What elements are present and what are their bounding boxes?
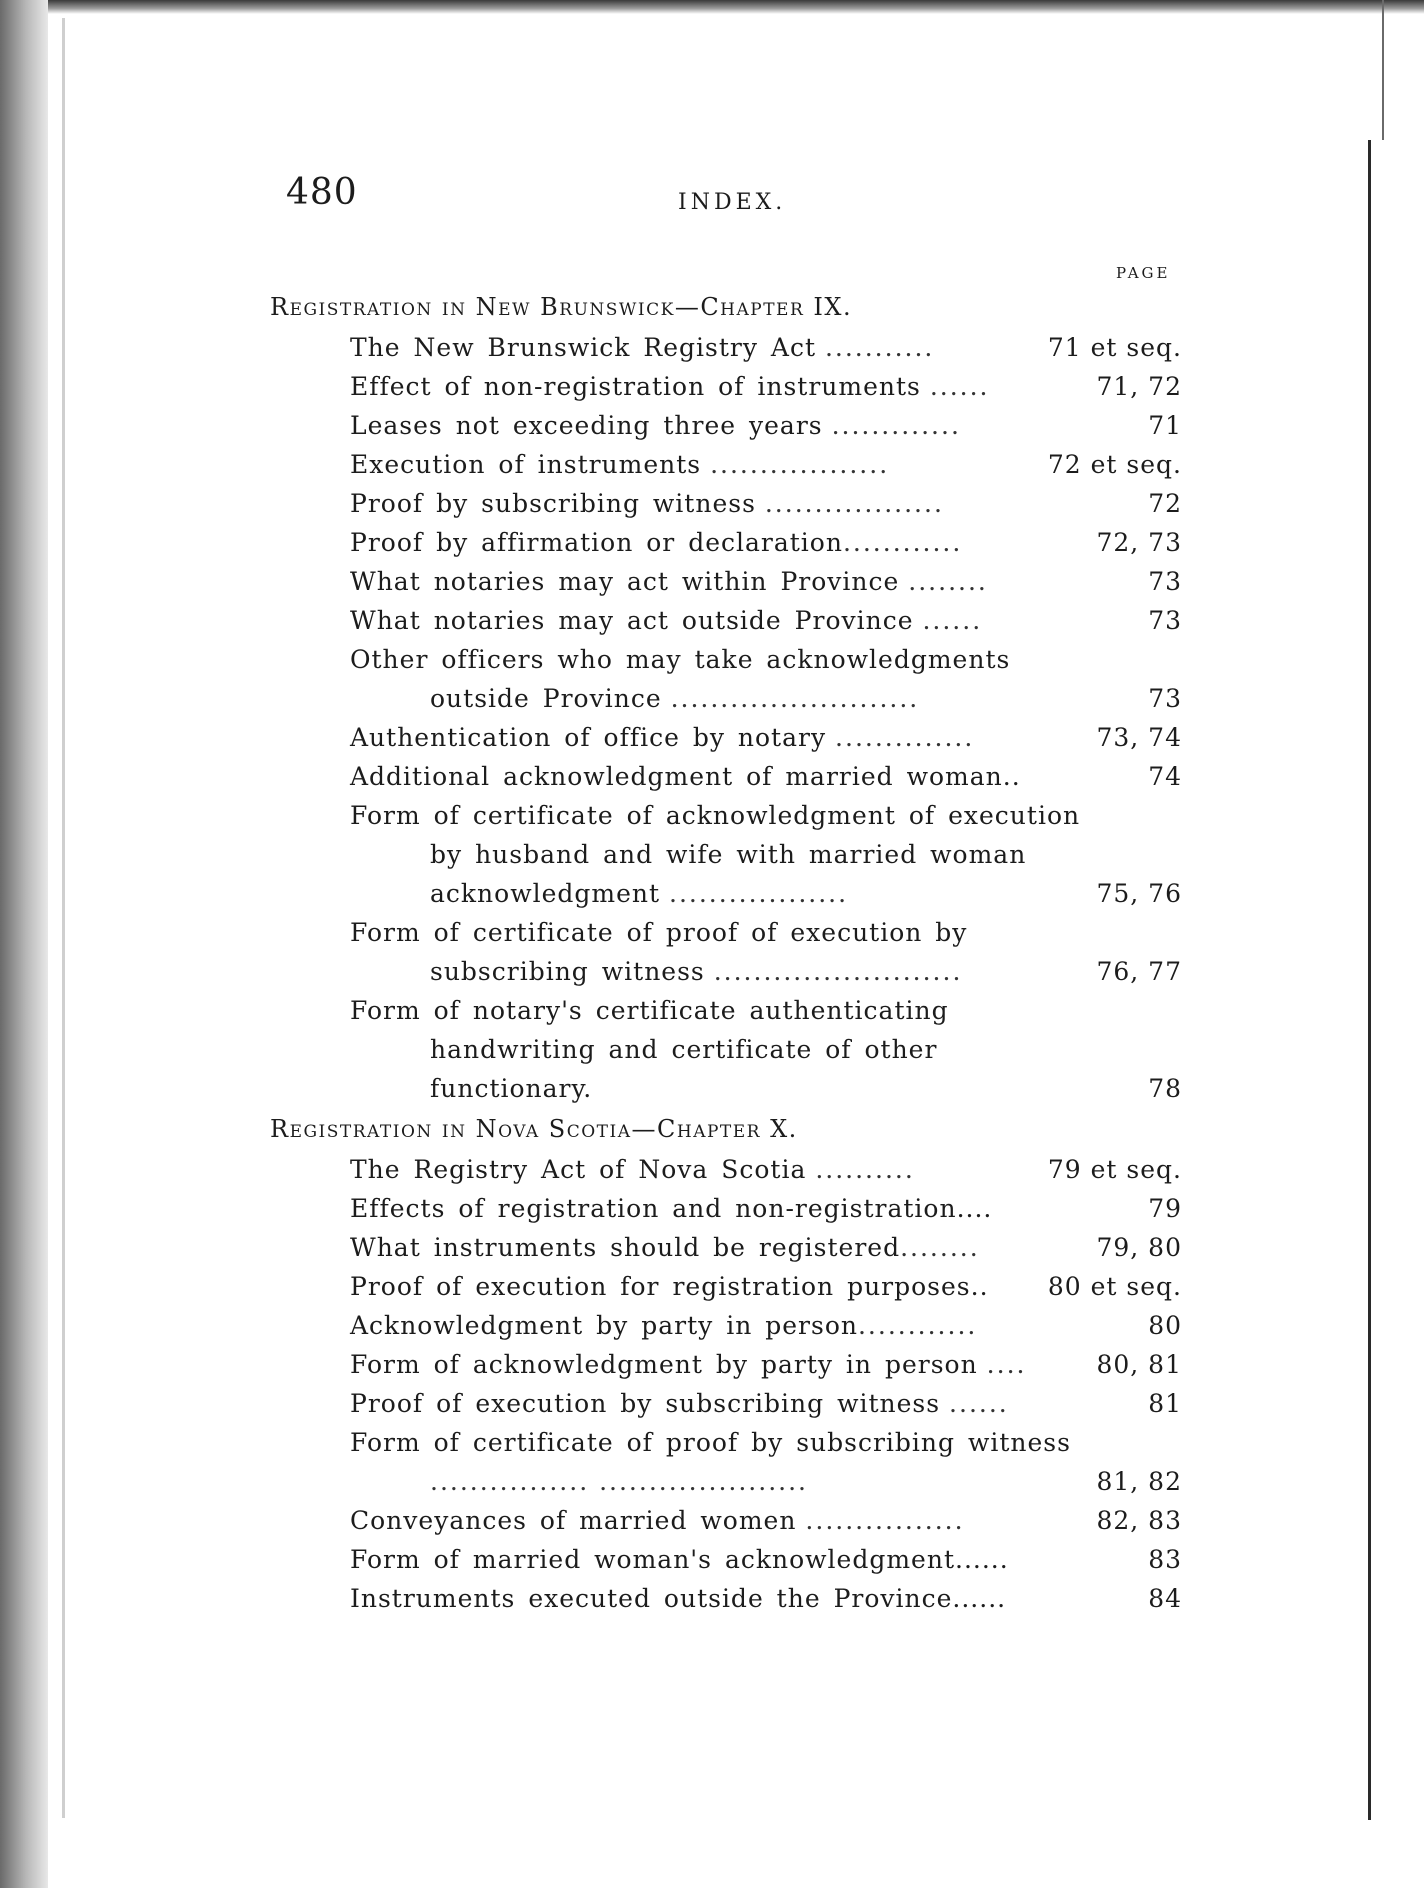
index-entry [350,484,1182,523]
entry-text: Form of certificate of proof of execution by subscribing witness [350,918,968,986]
entry-pages: 71 [1148,411,1182,440]
index-entry [350,640,1182,718]
page-header [286,172,1186,232]
index-entry [350,367,1182,406]
entry-text: Form of certificate of acknowledgment of execution by husband and wife with married woman acknowledgment [350,801,1081,908]
dot-leader: .... [986,1350,1027,1379]
entry-text: Conveyances of married women [350,1506,797,1535]
entry-pages: 78 [1148,1074,1182,1103]
entry-text: Proof by affirmation or declaration [350,528,843,557]
entry-pages: 76, 77 [1096,957,1182,986]
index-section [270,286,1182,1108]
entry-text: Execution of instruments [350,450,702,479]
index-entry [350,796,1182,913]
dot-leader: ........ [900,1233,980,1262]
page-number: 480 [286,172,358,213]
scan-right-edge-rule [1368,140,1371,1820]
entry-text: Authentication of office by notary [350,723,827,752]
entry-text: The New Brunswick Registry Act [350,333,816,362]
entry-pages: 72 [1148,489,1182,518]
index-entry [350,328,1182,367]
index-entry [350,1150,1182,1189]
dot-leader: .................. [764,489,944,518]
scan-right-margin-line [1382,0,1384,140]
entry-text: The Registry Act of Nova Scotia [350,1155,807,1184]
dot-leader: ................ ..................... [430,1467,808,1496]
index-entry [350,1501,1182,1540]
index-entry [350,757,1182,796]
entry-text: Proof by subscribing witness [350,489,756,518]
index-section [270,1108,1182,1618]
section-heading: Registration in New Brunswick—Chapter IX. [270,293,853,321]
index-entry [350,1345,1182,1384]
page-edge-line [62,18,65,1818]
entry-pages: 80, 81 [1096,1350,1182,1379]
index-entry [350,913,1182,991]
entry-text: What instruments should be registered [350,1233,901,1262]
dot-leader: .......... [815,1155,915,1184]
entry-text: What notaries may act outside Province [350,606,914,635]
entry-text: What notaries may act within Province [350,567,900,596]
dot-leader: ........... [824,333,935,362]
index-entry [350,1423,1182,1501]
entry-text: Other officers who may take acknowledgments outside Province [350,645,1011,713]
entry-text: Form of certificate of proof by subscribing witness [350,1428,1071,1457]
dot-leader: ......................... [713,957,963,986]
dot-leader: ........ [908,567,988,596]
running-head: INDEX. [678,190,787,215]
entry-text: Form of notary's certificate authenticating handwriting and certificate of other functionary. [350,996,949,1103]
dot-leader: ............ [857,1311,978,1340]
index-entry [350,718,1182,757]
dot-leader: ...... [949,1389,1009,1418]
entry-text: Form of acknowledgment by party in person [350,1350,978,1379]
entry-pages: 71 et seq. [1047,333,1182,362]
entry-pages: 72, 73 [1096,528,1182,557]
entry-pages: 79 et seq. [1047,1155,1182,1184]
index-entry [350,562,1182,601]
entry-pages: 84 [1148,1584,1182,1613]
scan-top-shadow [0,0,1424,14]
entry-text: Form of married woman's acknowledgment...... [350,1545,1009,1574]
entry-pages: 73, 74 [1096,723,1182,752]
entry-pages: 80 [1148,1311,1182,1340]
index-entry [350,1384,1182,1423]
entry-pages: 83 [1148,1545,1182,1574]
page-column-label: PAGE [1116,264,1171,282]
entry-pages: 80 et seq. [1047,1272,1182,1301]
book-spine-shadow [0,0,48,1888]
entry-pages: 73 [1148,567,1182,596]
section-heading: Registration in Nova Scotia—Chapter X. [270,1115,798,1143]
entry-pages: 73 [1148,606,1182,635]
entry-pages: 79, 80 [1096,1233,1182,1262]
index-entry [350,1267,1182,1306]
index-entry [350,1540,1182,1579]
entry-pages: 81 [1148,1389,1182,1418]
dot-leader: ......................... [670,684,920,713]
entry-text: Leases not exceeding three years [350,411,823,440]
index-entry [350,991,1182,1108]
entry-text: Proof of execution by subscribing witness [350,1389,941,1418]
entry-text: Instruments executed outside the Province...... [350,1584,1007,1613]
entry-pages: 82, 83 [1096,1506,1182,1535]
index-entry [350,1579,1182,1618]
index-entry [350,406,1182,445]
dot-leader: ................ [805,1506,965,1535]
entry-pages: 81, 82 [1096,1467,1182,1496]
entry-pages: 75, 76 [1096,879,1182,908]
dot-leader: ...... [922,606,983,635]
entry-text: Effects of registration and non-registration.... [350,1194,993,1223]
entry-text: Effect of non-registration of instruments [350,372,921,401]
dot-leader: ...... [929,372,990,401]
index-entry [350,445,1182,484]
index-entry [350,1189,1182,1228]
dot-leader: .................. [710,450,890,479]
entry-pages: 72 et seq. [1047,450,1182,479]
index-entry [350,601,1182,640]
dot-leader: .................. [669,879,849,908]
dot-leader: .............. [835,723,975,752]
index-entry [350,1228,1182,1267]
dot-leader: ............ [842,528,963,557]
index-body [270,286,1182,1618]
index-entry [350,1306,1182,1345]
index-entry [350,523,1182,562]
entry-pages: 71, 72 [1096,372,1182,401]
dot-leader: ............. [831,411,961,440]
entry-text: Acknowledgment by party in person [350,1311,858,1340]
entry-text: Additional acknowledgment of married woman.. [350,762,1021,791]
entry-pages: 73 [1148,684,1182,713]
entry-pages: 79 [1148,1194,1182,1223]
entry-pages: 74 [1148,762,1182,791]
entry-text: Proof of execution for registration purposes.. [350,1272,989,1301]
